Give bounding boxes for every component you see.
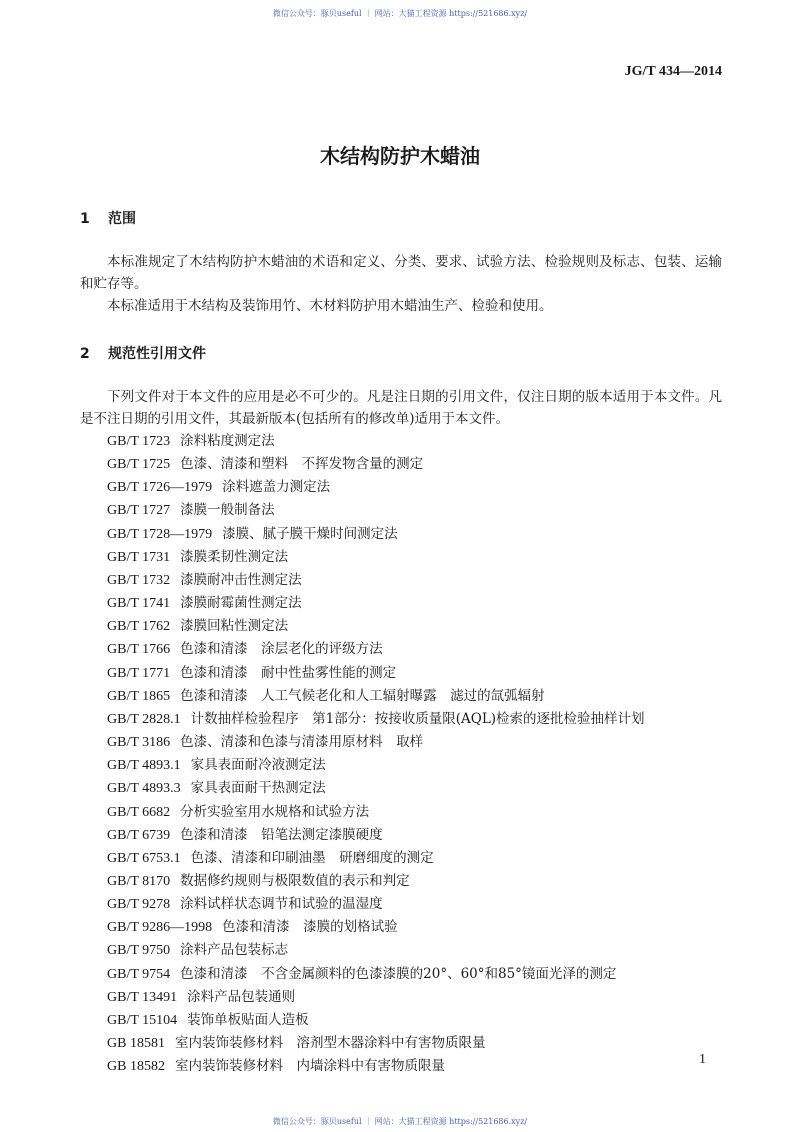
reference-title: 涂料产品包装标志	[180, 942, 289, 959]
reference-code: GB/T 6753.1	[107, 850, 181, 866]
section-title: 规范性引用文件	[108, 346, 206, 362]
reference-code: GB/T 1741	[107, 596, 171, 612]
section-number: 1	[80, 211, 90, 227]
reference-code: GB/T 1762	[107, 619, 171, 635]
reference-title: 漆膜柔韧性测定法	[180, 548, 289, 565]
reference-code: GB 18582	[107, 1059, 165, 1075]
reference-item	[107, 476, 645, 499]
reference-code: GB/T 9286—1998	[107, 920, 213, 936]
watermark-top: 微信公众号：豚贝useful ｜ 网站：大猫工程资源 https://521686.xyz/	[272, 9, 528, 18]
reference-code: GB/T 1723	[107, 434, 171, 449]
reference-item	[107, 592, 645, 615]
normative-references-list	[107, 430, 645, 1078]
reference-code: GB/T 1725	[107, 457, 171, 473]
reference-title: 色漆、清漆和印刷油墨 研磨细度的测定	[190, 849, 434, 866]
reference-item	[107, 986, 645, 1009]
reference-code: GB 18581	[107, 1036, 165, 1052]
reference-title: 色漆、清漆和色漆与清漆用原材料 取样	[180, 734, 424, 751]
reference-title: 涂料遮盖力测定法	[222, 479, 331, 496]
reference-title: 色漆和清漆 漆膜的划格试验	[222, 919, 398, 936]
reference-title: 家具表面耐干热测定法	[190, 780, 326, 797]
reference-code: GB/T 9278	[107, 897, 171, 913]
reference-code: GB/T 4893.3	[107, 781, 181, 797]
section-2-heading	[80, 343, 206, 363]
reference-item	[107, 523, 645, 546]
reference-code: GB/T 6682	[107, 804, 171, 820]
reference-title: 色漆和清漆 铅笔法测定漆膜硬度	[180, 826, 383, 843]
section-1-paragraph-2: 本标准适用于木结构及装饰用竹、木材料防护用木蜡油生产、检验和使用。	[107, 298, 553, 314]
reference-code: GB/T 4893.1	[107, 758, 181, 774]
reference-item	[107, 546, 645, 569]
page-number: 1	[699, 1052, 706, 1067]
section-title: 范围	[108, 211, 136, 227]
reference-item	[107, 1055, 645, 1078]
reference-item	[107, 870, 645, 893]
reference-item	[107, 499, 645, 522]
reference-title: 漆膜回粘性测定法	[180, 618, 289, 635]
reference-item	[107, 963, 645, 986]
reference-item	[107, 662, 645, 685]
reference-title: 色漆、清漆和塑料 不挥发物含量的测定	[180, 456, 424, 473]
reference-code: GB/T 1727	[107, 503, 171, 519]
reference-code: GB/T 13491	[107, 989, 178, 1005]
reference-title: 涂料产品包装通则	[187, 988, 296, 1005]
reference-title: 色漆和清漆 耐中性盐雾性能的测定	[180, 664, 397, 681]
reference-title: 色漆和清漆 人工气候老化和人工辐射曝露 滤过的氙弧辐射	[180, 687, 545, 704]
reference-title: 分析实验室用水规格和试验方法	[180, 803, 370, 820]
reference-code: GB/T 9754	[107, 966, 171, 982]
reference-item	[107, 893, 645, 916]
section-1-paragraph-1: 本标准规定了木结构防护木蜡油的术语和定义、分类、要求、试验方法、检验规则及标志、包装、运输和贮存等。	[80, 254, 722, 292]
reference-title: 涂料粘度测定法	[180, 433, 275, 449]
reference-code: GB/T 1766	[107, 642, 171, 658]
reference-code: GB/T 1726—1979	[107, 480, 213, 496]
reference-item	[107, 430, 645, 453]
reference-code: GB/T 9750	[107, 943, 171, 959]
reference-title: 色漆和清漆 不含金属颜料的色漆漆膜的20°、60°和85°镜面光泽的测定	[180, 965, 617, 982]
reference-title: 计数抽样检验程序 第1部分：按接收质量限(AQL)检索的逐批检验抽样计划	[190, 710, 645, 727]
reference-code: GB/T 1731	[107, 549, 171, 565]
page-title: 木结构防护木蜡油	[320, 144, 480, 168]
reference-title: 漆膜耐霉菌性测定法	[180, 595, 302, 612]
watermark-bottom: 微信公众号：豚贝useful ｜ 网站：大猫工程资源 https://521686.xyz/	[272, 1117, 528, 1126]
reference-item	[107, 638, 645, 661]
reference-item	[107, 754, 645, 777]
reference-code: GB/T 15104	[107, 1012, 178, 1028]
reference-title: 数据修约规则与极限数值的表示和判定	[180, 872, 410, 889]
reference-item	[107, 939, 645, 962]
reference-code: GB/T 3186	[107, 735, 171, 751]
reference-item	[107, 569, 645, 592]
reference-title: 家具表面耐冷液测定法	[190, 757, 326, 774]
reference-code: GB/T 1732	[107, 572, 171, 588]
reference-title: 漆膜、腻子膜干燥时间测定法	[222, 525, 398, 542]
reference-code: GB/T 1865	[107, 688, 171, 704]
reference-item	[107, 916, 645, 939]
reference-item	[107, 453, 645, 476]
reference-code: GB/T 6739	[107, 827, 171, 843]
reference-item	[107, 685, 645, 708]
reference-code: GB/T 2828.1	[107, 711, 181, 727]
reference-title: 漆膜耐冲击性测定法	[180, 571, 302, 588]
reference-title: 漆膜一般制备法	[180, 502, 275, 519]
section-number: 2	[80, 346, 90, 362]
reference-item	[107, 777, 645, 800]
reference-title: 装饰单板贴面人造板	[187, 1011, 309, 1028]
section-1-heading	[80, 208, 136, 228]
reference-item	[107, 847, 645, 870]
reference-code: GB/T 1728—1979	[107, 526, 213, 542]
reference-item	[107, 615, 645, 638]
reference-title: 室内装饰装修材料 内墙涂料中有害物质限量	[174, 1058, 445, 1075]
reference-item	[107, 1009, 645, 1032]
reference-code: GB/T 8170	[107, 873, 171, 889]
reference-title: 涂料试样状态调节和试验的温湿度	[180, 896, 383, 913]
reference-item	[107, 1032, 645, 1055]
reference-code: GB/T 1771	[107, 665, 171, 681]
reference-title: 室内装饰装修材料 溶剂型木器涂料中有害物质限量	[174, 1035, 486, 1052]
reference-item	[107, 801, 645, 824]
reference-item	[107, 708, 645, 731]
reference-item	[107, 824, 645, 847]
document-code: JG/T 434—2014	[624, 64, 722, 79]
section-2-paragraph: 下列文件对于本文件的应用是必不可少的。凡是注日期的引用文件，仅注日期的版本适用于本文件。凡是不注日期的引用文件，其最新版本(包括所有的修改单)适用于本文件。	[80, 389, 722, 427]
reference-title: 色漆和清漆 涂层老化的评级方法	[180, 641, 383, 658]
reference-item	[107, 731, 645, 754]
